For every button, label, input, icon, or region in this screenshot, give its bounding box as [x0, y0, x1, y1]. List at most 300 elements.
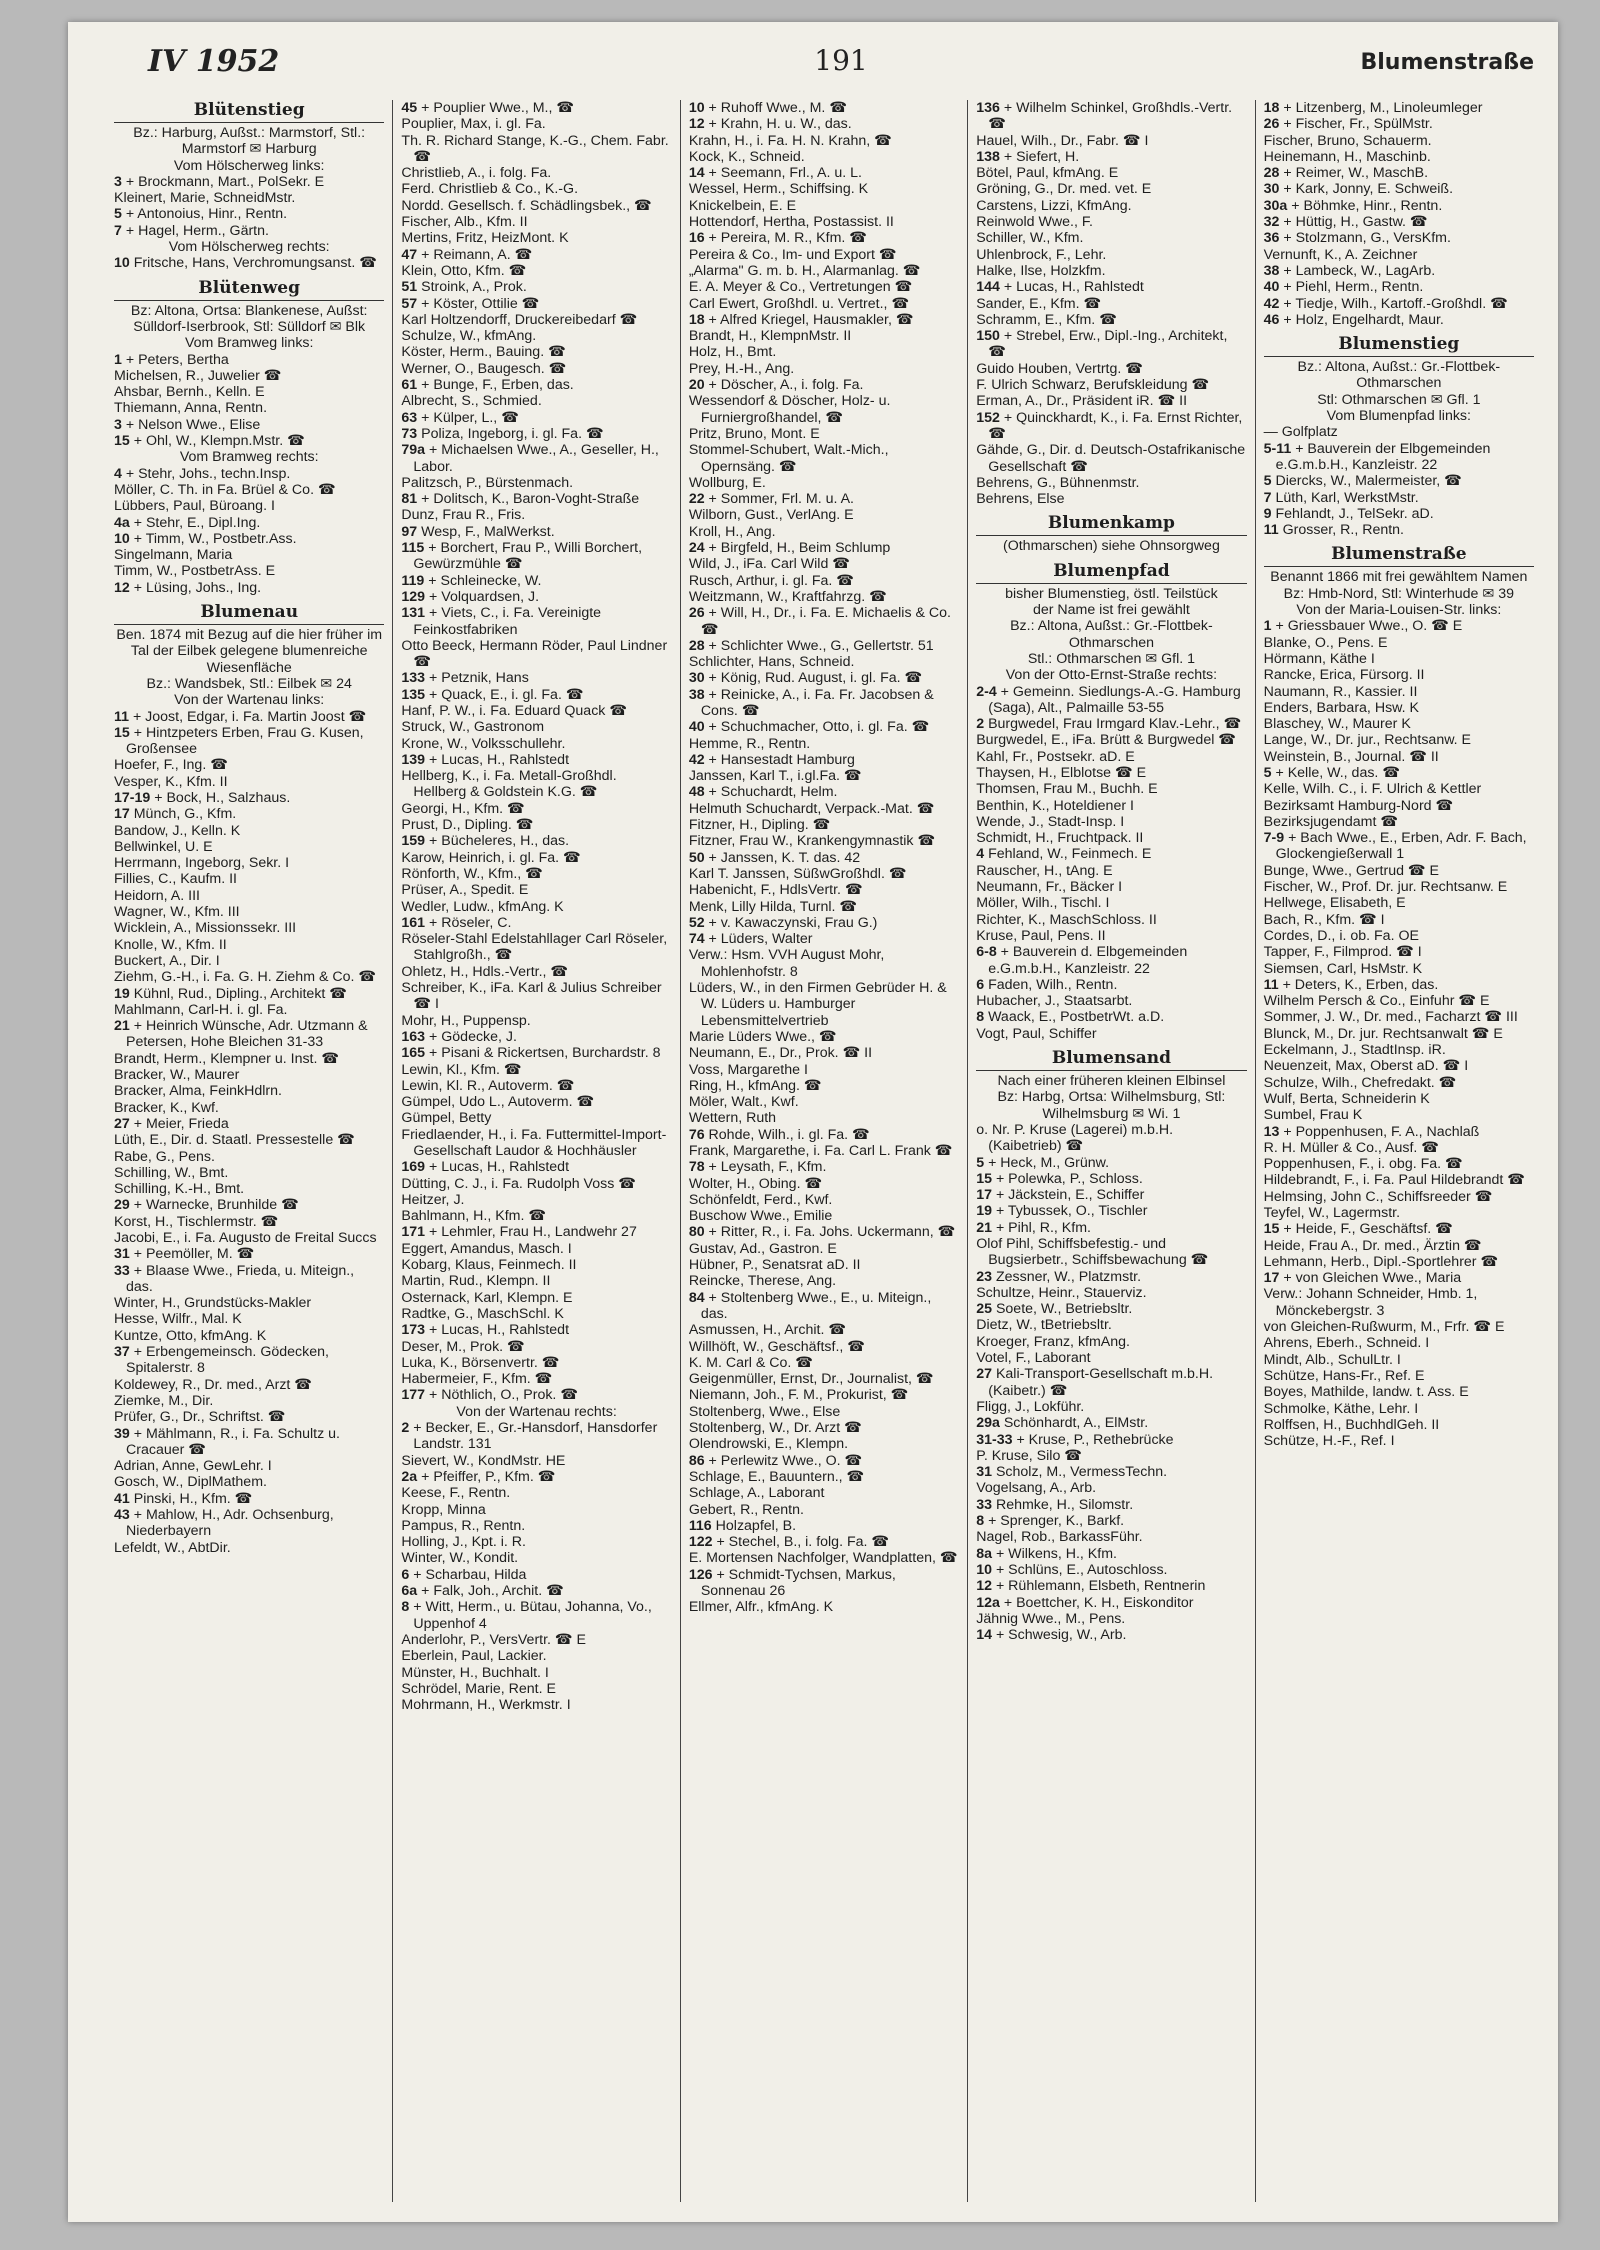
entry-text: + Lehmler, Frau H., Landwehr 27 — [429, 1224, 637, 1241]
directory-entry — [689, 947, 959, 980]
directory-entry — [1264, 100, 1534, 116]
directory-entry — [689, 116, 959, 132]
entry-text: + Bücheleres, H., das. — [429, 833, 570, 850]
entry-text: Fligg, J., Lokführ. — [976, 1398, 1085, 1415]
house-number: 78 — [688, 1159, 709, 1176]
entry-text: + v. Kawaczynski, Frau G.) — [708, 914, 878, 931]
directory-entry — [689, 589, 959, 605]
entry-text: Bezirksamt Hamburg-Nord ☎ — [1263, 797, 1454, 814]
directory-entry — [689, 524, 959, 540]
entry-text: + Wilhelm Schinkel, Großhdls.-Vertr. ☎ — [988, 100, 1233, 133]
entry-text: + Birgfeld, H., Beim Schlump — [708, 540, 891, 557]
entry-text: Bunge, Wwe., Gertrud ☎ E — [1263, 862, 1440, 879]
directory-entry — [114, 757, 384, 773]
house-number: 2 — [976, 716, 989, 733]
entry-text: + Erbengemeinsch. Gödecken, Spitalerstr. 8 — [126, 1344, 329, 1377]
entry-text: Kruse, Paul, Pens. II — [976, 927, 1106, 944]
directory-entry — [689, 1029, 959, 1045]
directory-entry — [401, 899, 671, 915]
entry-text: Möller, Wilh., Tischl. I — [976, 895, 1110, 912]
entry-text: + Seemann, Frl., A. u. L. — [708, 165, 862, 182]
entry-text: Boyes, Mathilde, landw. t. Ass. E — [1263, 1384, 1469, 1401]
house-number: 29a — [976, 1415, 1004, 1432]
entry-text: Thomsen, Frau M., Buchh. E — [976, 781, 1158, 798]
directory-entry — [401, 1632, 671, 1648]
directory-entry — [114, 498, 384, 514]
directory-entry — [114, 223, 384, 239]
entry-text: + Strebel, Erw., Dipl.-Ing., Architekt, ☎ — [988, 328, 1228, 361]
directory-entry — [689, 1420, 959, 1436]
directory-entry — [976, 1415, 1246, 1431]
entry-text: + Nöthlich, O., Prok. ☎ — [429, 1387, 578, 1404]
directory-entry — [401, 1339, 671, 1355]
directory-entry — [976, 1171, 1246, 1187]
house-number: 161 — [401, 914, 430, 931]
directory-entry — [114, 1197, 384, 1213]
directory-entry — [976, 977, 1246, 993]
entry-text: Hemme, R., Rentn. — [688, 735, 811, 752]
entry-text: + Volquardsen, J. — [429, 588, 540, 605]
directory-entry — [114, 563, 384, 579]
entry-text: Prust, D., Dipling. ☎ — [401, 817, 534, 834]
street-note: Von der Wartenau links: — [174, 692, 325, 709]
entry-text: Bracker, K., Kwf. — [114, 1099, 219, 1116]
entry-text: Otto Beeck, Hermann Röder, Paul Lindner ☎ — [401, 637, 668, 671]
entry-text: Fischer, W., Prof. Dr. jur. Rechtsanw. E — [1263, 879, 1508, 896]
entry-text: + Pouplier Wwe., M., ☎ — [421, 100, 575, 116]
directory-entry — [976, 475, 1246, 491]
directory-entry — [1264, 1107, 1534, 1123]
directory-entry — [1264, 961, 1534, 977]
directory-entry — [401, 1567, 671, 1583]
entry-text: Marie Lüders Wwe., ☎ — [688, 1028, 837, 1045]
directory-entry — [976, 814, 1246, 830]
directory-entry — [401, 1224, 671, 1240]
entry-text: Pereira & Co., Im- und Export ☎ — [688, 246, 897, 263]
directory-entry — [689, 1078, 959, 1094]
directory-entry — [401, 1550, 671, 1566]
entry-text: Michelsen, R., Juwelier ☎ — [114, 367, 282, 384]
entry-text: + Lüsing, Johs., Ing. — [133, 579, 262, 596]
entry-text: Kleinert, Marie, SchneidMstr. — [114, 190, 296, 207]
house-number: 86 — [688, 1452, 709, 1469]
entry-text: Naumann, R., Kassier. II — [1263, 683, 1418, 700]
directory-entry — [401, 703, 671, 719]
entry-text: Schönfeldt, Ferd., Kwf. — [688, 1191, 833, 1208]
entry-text: Schultze, Heinr., Stauerviz. — [976, 1284, 1147, 1301]
house-number: 42 — [688, 751, 709, 768]
entry-text: Karow, Heinrich, i. gl. Fa. ☎ — [401, 849, 581, 866]
entry-text: Schlage, E., Bauuntern., ☎ — [688, 1468, 865, 1485]
directory-entry — [401, 1013, 671, 1029]
directory-entry — [976, 1627, 1246, 1643]
directory-entry — [114, 255, 384, 271]
directory-entry — [689, 1045, 959, 1061]
entry-text: Bach, R., Kfm. ☎ I — [1263, 911, 1385, 928]
entry-text: + Pihl, R., Kfm. — [995, 1219, 1091, 1236]
directory-entry — [1264, 133, 1534, 149]
directory-entry — [689, 230, 959, 246]
entry-text: Thiemann, Anna, Rentn. — [114, 400, 268, 417]
entry-text: Wagner, W., Kfm. III — [114, 904, 240, 921]
directory-entry — [976, 181, 1246, 197]
directory-entry — [976, 442, 1246, 475]
entry-text: Dütting, C. J., i. Fa. Rudolph Voss ☎ — [401, 1175, 636, 1192]
entry-text: + Falk, Joh., Archit. ☎ — [421, 1583, 564, 1600]
house-number: 2 — [401, 1420, 414, 1437]
directory-entry — [401, 687, 671, 703]
entry-text: Neumann, E., Dr., Prok. ☎ II — [688, 1045, 873, 1062]
entry-text: Neumann, Fr., Bäcker I — [976, 879, 1123, 896]
entry-text: Thaysen, H., Elblotse ☎ E — [976, 764, 1147, 781]
house-number: 31-33 — [976, 1431, 1017, 1448]
directory-entry — [1264, 312, 1534, 328]
directory-entry — [114, 384, 384, 400]
directory-entry — [689, 1453, 959, 1469]
entry-text: Wolter, H., Obing. ☎ — [688, 1175, 823, 1192]
directory-entry — [401, 1078, 671, 1094]
entry-text: + Pisani & Rickertsen, Burchardstr. 8 — [429, 1045, 661, 1062]
entry-text: Fillies, C., Kaufm. II — [114, 871, 237, 888]
directory-entry — [114, 1311, 384, 1327]
entry-text: Rancke, Erica, Fürsorg. II — [1263, 667, 1425, 684]
street-heading: Blumenkamp — [976, 513, 1246, 536]
directory-entry — [689, 1387, 959, 1403]
entry-text: + Lucas, H., Rahlstedt — [429, 1322, 570, 1339]
entry-text: Wedler, Ludw., kfmAng. K — [401, 898, 564, 915]
directory-entry — [1264, 912, 1534, 928]
directory-entry — [114, 1491, 384, 1507]
directory-entry — [401, 1208, 671, 1224]
directory-entry — [401, 361, 671, 377]
directory-entry — [114, 1067, 384, 1083]
entry-text: Rehmke, H., Silomstr. — [995, 1496, 1134, 1513]
directory-entry — [976, 491, 1246, 507]
house-number: 11 — [1263, 522, 1283, 539]
directory-entry — [401, 1176, 671, 1192]
directory-entry — [401, 1387, 671, 1403]
entry-text: Hoefer, F., Ing. ☎ — [114, 757, 228, 774]
entry-text: + Rühlemann, Elsbeth, Rentnerin — [995, 1578, 1206, 1595]
entry-text: Fitzner, H., Dipling. ☎ — [688, 817, 831, 834]
entry-text: Jacobi, E., i. Fa. Augusto de Freital Succs — [114, 1230, 377, 1246]
volume-year: IV 1952 — [148, 44, 280, 79]
directory-entry — [689, 817, 959, 833]
house-number: 97 — [401, 523, 422, 540]
entry-text: Soete, W., Betriebsltr. — [995, 1301, 1133, 1318]
directory-entry — [114, 482, 384, 498]
entry-text: E. Mortensen Nachfolger, Wandplatten, ☎ — [688, 1550, 958, 1567]
directory-entry — [976, 100, 1246, 133]
house-number: 119 — [401, 572, 429, 589]
directory-entry — [114, 1165, 384, 1181]
entry-text: + Schuchmacher, Otto, i. gl. Fa. ☎ — [708, 719, 930, 736]
directory-entry — [976, 716, 1246, 732]
entry-text: Klein, Otto, Kfm. ☎ — [401, 262, 527, 279]
entry-text: Knickelbein, E. E — [688, 197, 797, 214]
entry-text: Kühnl, Rud., Dipling., Architekt ☎ — [133, 985, 347, 1002]
house-number: 73 — [401, 425, 422, 442]
directory-entry — [689, 573, 959, 589]
directory-entry — [689, 1355, 959, 1371]
house-number: 13 — [1263, 1123, 1284, 1140]
directory-entry — [114, 986, 384, 1002]
entry-text: Deser, M., Prok. ☎ — [401, 1338, 525, 1355]
entry-text: Wende, J., Stadt-Insp. I — [976, 813, 1125, 830]
directory-entry — [976, 1317, 1246, 1333]
directory-entry — [1264, 1238, 1534, 1254]
house-number: 5 — [976, 1154, 989, 1171]
street-heading: Blumenstieg — [1264, 334, 1534, 357]
house-number: 50 — [688, 849, 709, 866]
directory-entry — [401, 328, 671, 344]
house-number: 12 — [688, 116, 709, 133]
entry-text: + Brockmann, Mart., PolSekr. E — [125, 173, 325, 190]
directory-entry — [401, 279, 671, 295]
directory-entry — [114, 466, 384, 482]
directory-entry — [401, 1127, 671, 1160]
directory-entry — [689, 736, 959, 752]
directory-entry — [976, 1432, 1246, 1448]
directory-entry — [976, 1464, 1246, 1480]
directory-entry — [401, 165, 671, 181]
directory-entry — [401, 1502, 671, 1518]
house-number: 29 — [114, 1197, 134, 1214]
entry-text: Ahrens, Eberh., Schneid. I — [1263, 1335, 1430, 1352]
entry-text: + Bach Wwe., E., Erben, Adr. F. Bach, Glockengießerwall 1 — [1275, 830, 1527, 863]
directory-entry — [401, 1681, 671, 1697]
directory-entry — [1264, 1368, 1534, 1384]
directory-entry — [401, 817, 671, 833]
directory-entry — [689, 866, 959, 882]
directory-entry — [114, 1426, 384, 1459]
entry-text: Heide, Frau A., Dr. med., Ärztin ☎ — [1263, 1237, 1482, 1254]
entry-text: Carstens, Lizzi, KfmAng. — [976, 197, 1132, 214]
entry-text: + Michaelsen Wwe., A., Geseller, H., Labor. — [413, 442, 659, 475]
directory-entry — [401, 850, 671, 866]
house-number: 159 — [401, 833, 430, 850]
directory-entry — [114, 580, 384, 596]
house-number: 18 — [688, 311, 709, 328]
entry-text: + Schlichter Wwe., G., Gellertstr. 51 — [708, 637, 934, 654]
house-number: 45 — [401, 100, 422, 116]
directory-entry — [689, 801, 959, 817]
directory-entry — [976, 133, 1246, 149]
directory-entry — [976, 1220, 1246, 1236]
entry-text: Schmolke, Käthe, Lehr. I — [1263, 1400, 1419, 1417]
directory-entry — [114, 953, 384, 969]
entry-text: + Griessbauer Wwe., O. ☎ E — [1275, 618, 1463, 635]
entry-text: Lewin, Kl., Kfm. ☎ — [401, 1061, 522, 1078]
directory-entry — [689, 1208, 959, 1224]
entry-text: + Dolitsch, K., Baron-Voght-Straße — [421, 491, 640, 508]
entry-text: + Hintzpeters Erben, Frau G. Kusen, Großensee — [126, 724, 364, 758]
entry-text: + Borchert, Frau P., Willi Borchert, Gewürzmühle ☎ — [413, 540, 643, 573]
entry-text: + Schlüns, E., Autoschloss. — [995, 1561, 1168, 1578]
directory-entry — [689, 1469, 959, 1485]
entry-text: Hanf, P. W., i. Fa. Eduard Quack ☎ — [401, 702, 627, 719]
entry-text: Habermeier, F., Kfm. ☎ — [401, 1371, 553, 1388]
directory-entry — [1264, 506, 1534, 522]
entry-text: Fitzner, Frau W., Krankengymnastik ☎ — [688, 833, 936, 850]
house-number: 23 — [976, 1268, 996, 1285]
entry-text: Knolle, W., Kfm. II — [114, 936, 227, 953]
directory-entry — [401, 393, 671, 409]
entry-text: Helmuth Schuchardt, Verpack.-Mat. ☎ — [688, 800, 935, 817]
house-number: 31 — [976, 1464, 996, 1481]
entry-text: Hildebrandt, F., i. Fa. Paul Hildebrandt ☎ — [1263, 1172, 1525, 1189]
house-number: 15 — [976, 1170, 996, 1187]
entry-text: Lefeldt, W., AbtDir. — [114, 1539, 231, 1556]
directory-entry — [1264, 424, 1534, 440]
directory-entry — [114, 1214, 384, 1230]
street-heading: Blumenau — [114, 602, 384, 625]
directory-entry — [689, 279, 959, 295]
entry-text: + Heinrich Wünsche, Adr. Utzmann & Petersen, Hohe Bleichen 31-33 — [126, 1018, 368, 1051]
entry-text: K. M. Carl & Co. ☎ — [688, 1354, 813, 1371]
entry-text: Sumbel, Frau K — [1263, 1107, 1363, 1124]
entry-text: Blaschey, W., Maurer K — [1263, 716, 1411, 733]
entry-text: + Lambeck, W., LagArb. — [1283, 262, 1436, 279]
directory-entry — [689, 882, 959, 898]
entry-text: Winter, W., Kondit. — [401, 1550, 519, 1567]
directory-entry — [976, 1497, 1246, 1513]
house-number: 80 — [688, 1224, 709, 1241]
directory-entry — [976, 912, 1246, 928]
entry-text: E. A. Meyer & Co., Vertretungen ☎ — [688, 279, 913, 296]
house-number: 48 — [688, 784, 709, 801]
directory-entry — [976, 1578, 1246, 1594]
entry-text: Burgwedel, Frau Irmgard Klav.-Lehr., ☎ — [988, 716, 1242, 733]
house-number: 5 — [1263, 764, 1276, 781]
house-number: 3 — [114, 416, 126, 433]
directory-entry — [976, 1448, 1246, 1464]
entry-text: Hesse, Wilfr., Mal. K — [114, 1311, 242, 1328]
directory-entry — [976, 1009, 1246, 1025]
house-number: 27 — [976, 1366, 996, 1383]
directory-entry — [1264, 263, 1534, 279]
directory-entry — [114, 888, 384, 904]
directory-entry — [689, 1436, 959, 1452]
directory-entry — [401, 540, 671, 573]
entry-text: Kahl, Fr., Postsekr. aD. E — [976, 748, 1135, 765]
street-note: Vom Blumenpfad links: — [1326, 408, 1471, 425]
directory-entry — [976, 1301, 1246, 1317]
entry-text: Brandt, Herm., Klempner u. Inst. ☎ — [114, 1050, 340, 1067]
directory-entry — [1264, 441, 1534, 474]
directory-entry — [976, 732, 1246, 748]
directory-entry — [1264, 1172, 1534, 1188]
directory-entry — [689, 475, 959, 491]
directory-entry — [1264, 490, 1534, 506]
entry-text: Wulf, Berta, Schneiderin K — [1263, 1090, 1430, 1107]
entry-text: Schütze, Hans-Fr., Ref. E — [1263, 1367, 1425, 1384]
directory-entry — [1264, 1026, 1534, 1042]
entry-text: + Deters, K., Erben, das. — [1282, 976, 1439, 993]
entry-text: + Quinckhardt, K., i. Fa. Ernst Richter, ☎ — [988, 409, 1243, 442]
directory-entry — [689, 1127, 959, 1143]
directory-entry — [976, 798, 1246, 814]
entry-text: Prüser, A., Spedit. E — [401, 882, 529, 899]
directory-entry — [401, 344, 671, 360]
entry-text: + Kark, Jonny, E. Schweiß. — [1283, 181, 1454, 198]
street-note: Stl.: Othmarschen ✉ Gfl. 1 — [1027, 650, 1196, 667]
entry-text: Gümpel, Udo L., Autoverm. ☎ — [401, 1094, 595, 1111]
directory-entry — [114, 920, 384, 936]
house-number: 32 — [1263, 214, 1284, 231]
house-number: 150 — [976, 328, 1004, 345]
directory-entry — [1264, 716, 1534, 732]
entry-text: Pinski, H., Kfm. ☎ — [133, 1490, 253, 1507]
entry-text: Sander, E., Kfm. ☎ — [976, 295, 1102, 312]
entry-text: Olof Pihl, Schiffsbefestig.- und Bugsierbetr., Schiffsbewachung ☎ — [976, 1236, 1209, 1269]
house-number: 38 — [688, 686, 709, 703]
entry-text: Reincke, Therese, Ang. — [688, 1273, 837, 1290]
entry-text: Vesper, K., Kfm. II — [114, 773, 228, 790]
house-number: 52 — [688, 914, 709, 931]
house-number: 5-11 — [1263, 440, 1296, 457]
entry-text: + Hüttig, H., Gastw. ☎ — [1283, 214, 1428, 231]
directory-entry — [401, 1110, 671, 1126]
entry-text: + Nelson Wwe., Elise — [125, 416, 261, 433]
directory-entry — [689, 784, 959, 800]
house-number: 16 — [688, 230, 709, 247]
directory-entry — [976, 1026, 1246, 1042]
entry-text: Hellberg, K., i. Fa. Metall-Großhdl. Hellberg & Goldstein K.G. ☎ — [401, 768, 617, 801]
house-number: 41 — [114, 1490, 134, 1507]
entry-text: Grosser, R., Rentn. — [1282, 522, 1405, 539]
directory-entry — [401, 491, 671, 507]
directory-entry — [976, 410, 1246, 443]
entry-text: Gümpel, Betty — [401, 1110, 492, 1127]
entry-text: + Gödecke, J. — [429, 1028, 517, 1045]
directory-entry — [401, 1241, 671, 1257]
house-number: 1 — [114, 351, 126, 368]
entry-text: Sommer, J. W., Dr. med., Facharzt ☎ III — [1263, 1009, 1518, 1026]
entry-text: Fehlandt, J., TelSekr. aD. — [1275, 505, 1434, 522]
entry-text: + Warnecke, Brunhilde ☎ — [133, 1197, 299, 1214]
directory-entry — [401, 1192, 671, 1208]
entry-text: Kock, K., Schneid. — [688, 148, 805, 165]
entry-text: Hübner, P., Senatsrat aD. II — [688, 1257, 861, 1274]
directory-entry — [976, 1399, 1246, 1415]
street-note: Benannt 1866 mit frei gewähltem Namen — [1270, 569, 1528, 586]
entry-text: Waack, E., PostbetrWt. a.D. — [988, 1009, 1165, 1026]
house-number: 15 — [114, 724, 134, 741]
entry-text: Poliza, Ingeborg, i. gl. Fa. ☎ — [421, 425, 604, 442]
house-number: 37 — [114, 1344, 134, 1361]
entry-text: Korst, H., Tischlermstr. ☎ — [114, 1213, 279, 1230]
street-heading: Blumenpfad — [976, 561, 1246, 584]
directory-entry — [1264, 667, 1534, 683]
entry-text: Cordes, D., i. ob. Fa. OE — [1263, 927, 1419, 944]
entry-text: Fischer, Bruno, Schauerm. — [1263, 132, 1432, 149]
directory-entry — [401, 1599, 671, 1632]
street-heading: Blütenstieg — [114, 100, 384, 123]
entry-text: Prey, H.-H., Ang. — [688, 360, 795, 377]
entry-text: Poppenhusen, F., i. obg. Fa. ☎ — [1263, 1156, 1463, 1173]
directory-entry — [689, 214, 959, 230]
directory-entry — [689, 181, 959, 197]
entry-text: Schilling, W., Bmt. — [114, 1164, 229, 1181]
entry-text: Neuenzeit, Max, Oberst aD. ☎ I — [1263, 1058, 1469, 1075]
directory-entry — [401, 377, 671, 393]
entry-text: Hellwege, Elisabeth, E — [1263, 895, 1406, 912]
entry-text: Jähnig Wwe., M., Pens. — [976, 1610, 1126, 1627]
directory-entry — [1264, 522, 1534, 538]
column-1 — [106, 100, 392, 2202]
entry-text: Vernunft, K., A. Zeichner — [1263, 246, 1418, 263]
